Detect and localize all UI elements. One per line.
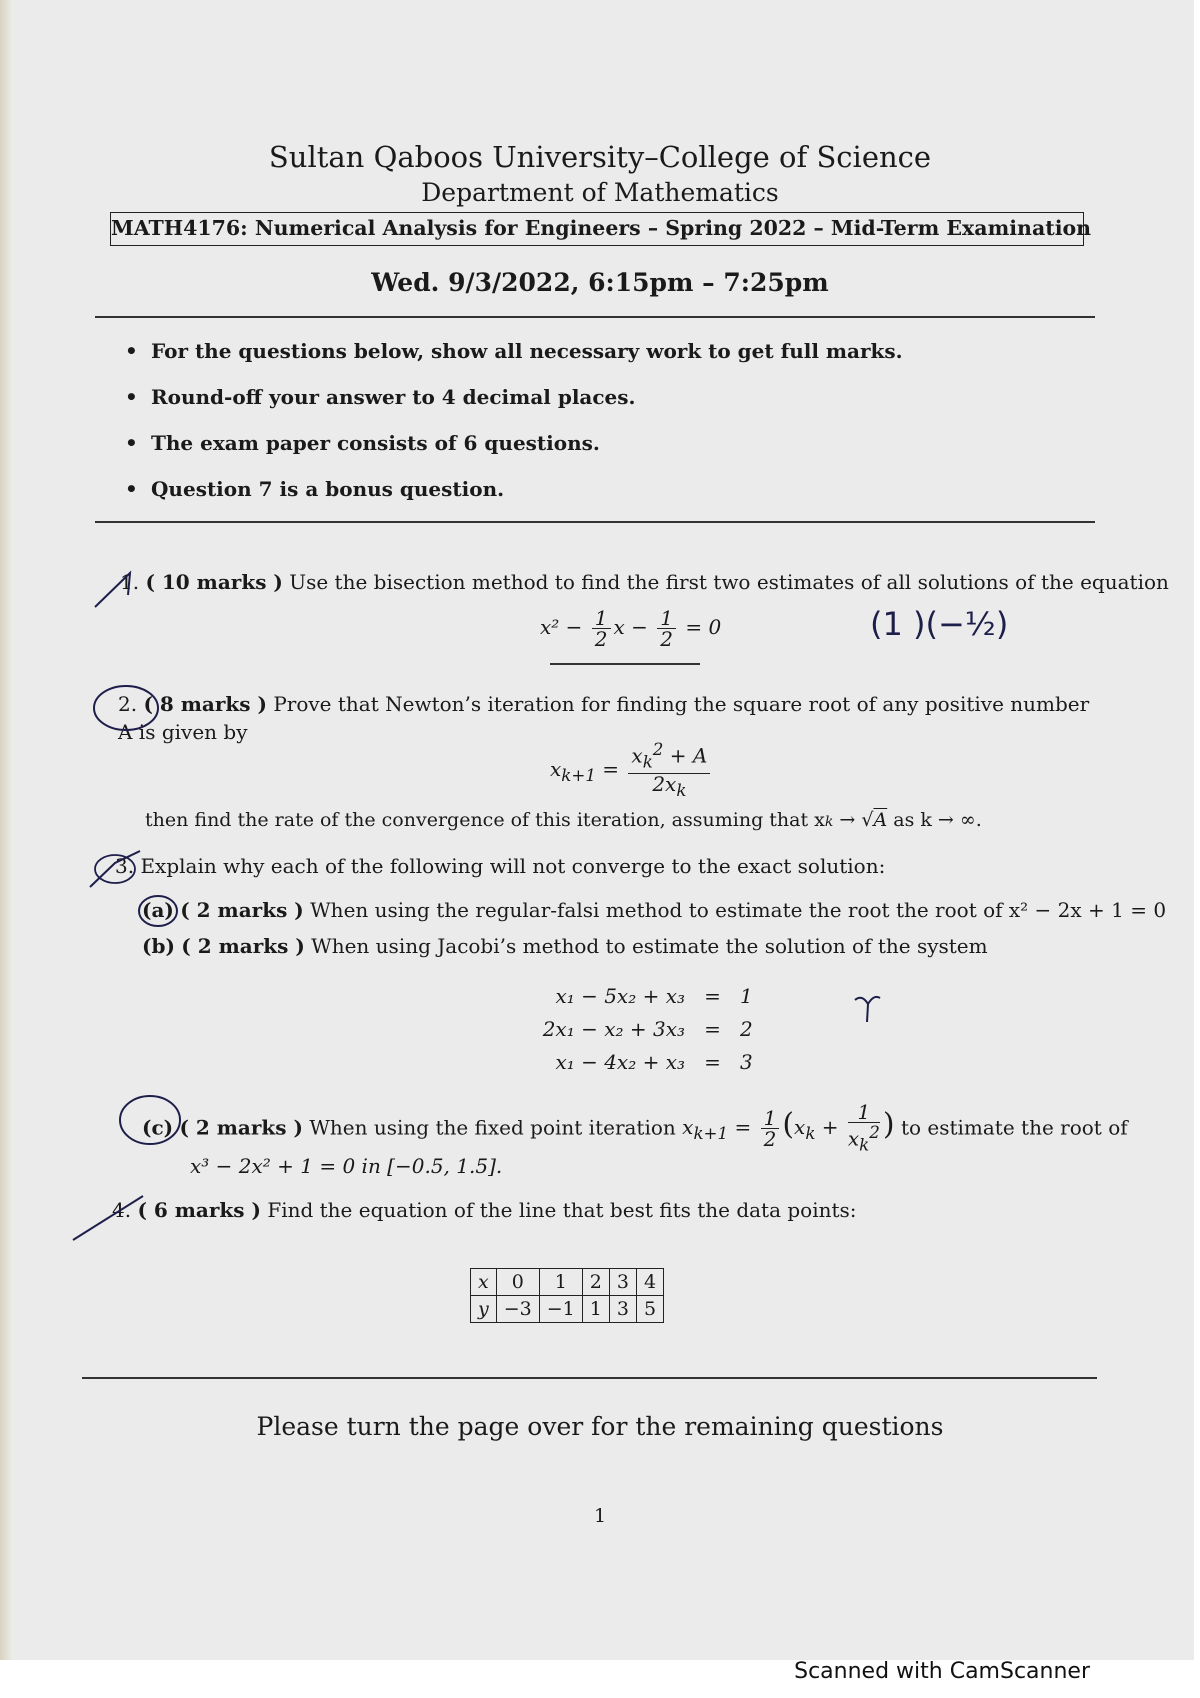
- instructions-list: [125, 336, 903, 520]
- table-cell: 5: [636, 1296, 663, 1323]
- turn-page-message: Please turn the page over for the remaining questions: [256, 1412, 944, 1441]
- newton-iteration-formula: $x_{k+1}$ = $\frac{x_k^2 + A}{2x_k}$: [550, 740, 713, 801]
- check-mark-q4: [68, 1190, 158, 1245]
- equals-sign: =: [704, 1050, 721, 1074]
- table-cell: −3: [496, 1296, 539, 1323]
- xk-subscript: k: [824, 814, 834, 830]
- question-3c-line2: x³ − 2x² + 1 = 0 in [−0.5, 1.5].: [190, 1154, 503, 1178]
- question-3c-text-after: to estimate the root of: [900, 1115, 1128, 1140]
- table-cell: 4: [636, 1269, 663, 1296]
- page-number: 1: [593, 1505, 607, 1527]
- system-row: [535, 982, 795, 1010]
- camscanner-watermark: Scanned with CamScanner: [794, 1659, 1090, 1684]
- table-row-y: [471, 1296, 664, 1323]
- question-3a-text: When using the regular-falsi method to estimate the root the root of x² − 2x + 1 = 0: [310, 898, 1167, 922]
- system-row-rhs: 3: [740, 1050, 753, 1074]
- table-header-x: x: [471, 1269, 497, 1296]
- question-3b-label: (b): [142, 934, 175, 958]
- scan-edge: [0, 0, 14, 1660]
- question-3b: [142, 932, 1122, 960]
- fixed-point-formula: $x_{k+1}$ = $\frac{1}{2}$ ($x_k$ + $\frac{1}{x_k^2}$ ): [682, 1100, 895, 1155]
- course-title-box: MATH4176: Numerical Analysis for Engineers – Spring 2022 – Mid-Term Examination: [110, 212, 1084, 246]
- question-1-number: 1.: [120, 570, 140, 594]
- table-cell: 1: [539, 1269, 582, 1296]
- equation-underline: [550, 663, 700, 665]
- question-4-number: 4.: [112, 1198, 132, 1222]
- divider-top: [95, 316, 1095, 318]
- question-3c-text: When using the fixed point iteration: [309, 1115, 676, 1140]
- system-row-lhs: x₁ − 5x₂ + x₃: [555, 984, 685, 1008]
- system-row-lhs: x₁ − 4x₂ + x₃: [555, 1050, 685, 1074]
- question-4-text: Find the equation of the line that best fits the data points:: [267, 1198, 857, 1222]
- equals-sign: =: [704, 1017, 721, 1041]
- question-2: [118, 690, 1098, 746]
- question-3a-marks: ( 2 marks ): [180, 898, 304, 922]
- question-3a: [142, 896, 1167, 924]
- department-title: Department of Mathematics: [421, 178, 779, 207]
- question-3c: [142, 1100, 1128, 1156]
- table-header-y: y: [471, 1296, 497, 1323]
- system-row: [535, 1048, 795, 1076]
- question-3-number: 3.: [115, 854, 135, 878]
- question-2-text-part3: as k → ∞.: [887, 809, 982, 831]
- instruction-item: • The exam paper consists of 6 questions.: [125, 428, 903, 474]
- question-4: [112, 1196, 1092, 1224]
- instruction-item: • Round-off your answer to 4 decimal places.: [125, 382, 903, 428]
- circle-mark-3c: [112, 1090, 184, 1152]
- equals-sign: =: [704, 984, 721, 1008]
- instruction-item: • Question 7 is a bonus question.: [125, 474, 903, 520]
- question-4-marks: ( 6 marks ): [137, 1198, 261, 1222]
- question-3b-text: When using Jacobi’s method to estimate the solution of the system: [311, 934, 988, 958]
- divider-bottom: [82, 1377, 1097, 1379]
- question-1-text: Use the bisection method to find the first two estimates of all solutions of the equation: [289, 570, 1169, 594]
- system-row: [535, 1015, 795, 1043]
- question-3c-marks: ( 2 marks ): [179, 1115, 303, 1140]
- question-3c-label: (c): [142, 1115, 174, 1140]
- system-row-lhs: 2x₁ − x₂ + 3x₃: [542, 1017, 685, 1041]
- question-1-marks: ( 10 marks ): [145, 570, 283, 594]
- circle-mark-q2: [88, 683, 163, 738]
- question-3: [115, 852, 1095, 880]
- exam-date: Wed. 9/3/2022, 6:15pm – 7:25pm: [371, 268, 829, 297]
- question-1-equation: x² − $\frac{1}{2}$ x − $\frac{1}{2}$ = 0: [540, 606, 722, 651]
- question-2-text-part2: then find the rate of the convergence of this iteration, assuming that x: [145, 809, 825, 831]
- handwritten-squiggle: [850, 990, 890, 1030]
- table-row-x: [471, 1269, 664, 1296]
- table-cell: 2: [582, 1269, 609, 1296]
- system-row-rhs: 2: [740, 1017, 753, 1041]
- data-points-table: [470, 1268, 664, 1323]
- table-cell: 1: [582, 1296, 609, 1323]
- handwritten-roots: (1 )(−½): [870, 605, 1009, 643]
- question-3-text: Explain why each of the following will not converge to the exact solution:: [140, 854, 886, 878]
- question-1: [120, 568, 1169, 596]
- university-title: Sultan Qaboos University–College of Science: [268, 140, 932, 174]
- check-mark-q3: [85, 845, 150, 895]
- question-2-marks: ( 8 marks ): [143, 692, 267, 716]
- check-mark-q1: [90, 565, 150, 615]
- divider-middle: [95, 521, 1095, 523]
- table-cell: 0: [496, 1269, 539, 1296]
- table-cell: 3: [609, 1296, 636, 1323]
- question-3a-label: (a): [142, 898, 174, 922]
- table-cell: 3: [609, 1269, 636, 1296]
- question-2-number: 2.: [118, 692, 138, 716]
- sqrt-a: A: [873, 809, 888, 831]
- instruction-item: • For the questions below, show all necessary work to get full marks.: [125, 336, 903, 382]
- circle-mark-3a: [136, 893, 186, 931]
- table-cell: −1: [539, 1296, 582, 1323]
- question-3b-marks: ( 2 marks ): [181, 934, 305, 958]
- question-2-continued: then find the rate of the convergence of this iteration, assuming that xk → √A as k → ∞.: [145, 809, 982, 831]
- linear-system: [535, 982, 795, 1076]
- question-2-text: Prove that Newton’s iteration for finding the square root of any positive number A is given by: [118, 692, 1090, 744]
- system-row-rhs: 1: [740, 984, 753, 1008]
